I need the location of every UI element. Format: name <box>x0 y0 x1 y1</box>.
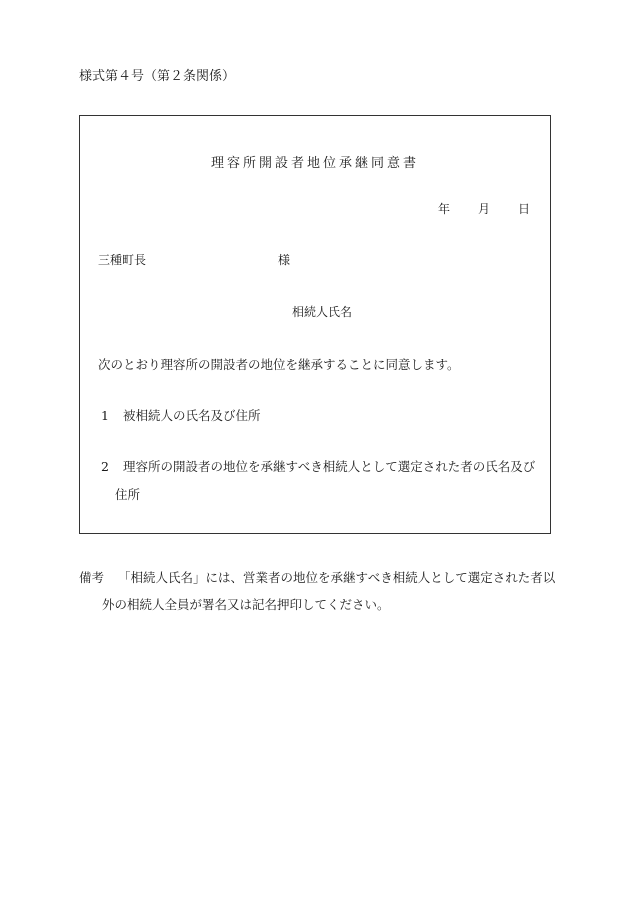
consent-form-box <box>79 115 551 534</box>
item-text-continuation: 住所 <box>115 487 141 502</box>
addressee: 三種町長 <box>98 253 147 267</box>
list-item <box>101 406 261 424</box>
form-number: 様式第４号（第２条関係） <box>79 69 236 84</box>
date-day-label: 日 <box>517 202 530 216</box>
item-text: 被相続人の氏名及び住所 <box>123 408 261 423</box>
item-number: 2 <box>101 459 109 474</box>
honorific: 様 <box>278 253 291 267</box>
remarks-text: 「相続人氏名」には、営業者の地位を承継すべき相続人として選定された者以 <box>118 570 556 585</box>
heir-name-label: 相続人氏名 <box>292 305 353 319</box>
consent-statement: 次のとおり理容所の開設者の地位を継承することに同意します。 <box>98 357 460 372</box>
remarks-label: 備考 <box>79 570 105 585</box>
document-title: 理容所開設者地位承継同意書 <box>210 156 419 171</box>
date-month-label: 月 <box>477 202 490 216</box>
date-line <box>438 200 530 217</box>
list-item <box>101 457 535 475</box>
item-number: 1 <box>101 408 109 423</box>
item-text: 理容所の開設者の地位を承継すべき相続人として選定された者の氏名及び <box>123 459 536 474</box>
date-year-label: 年 <box>437 202 450 216</box>
remarks-text-continuation: 外の相続人全員が署名又は記名押印してください。 <box>102 597 390 612</box>
